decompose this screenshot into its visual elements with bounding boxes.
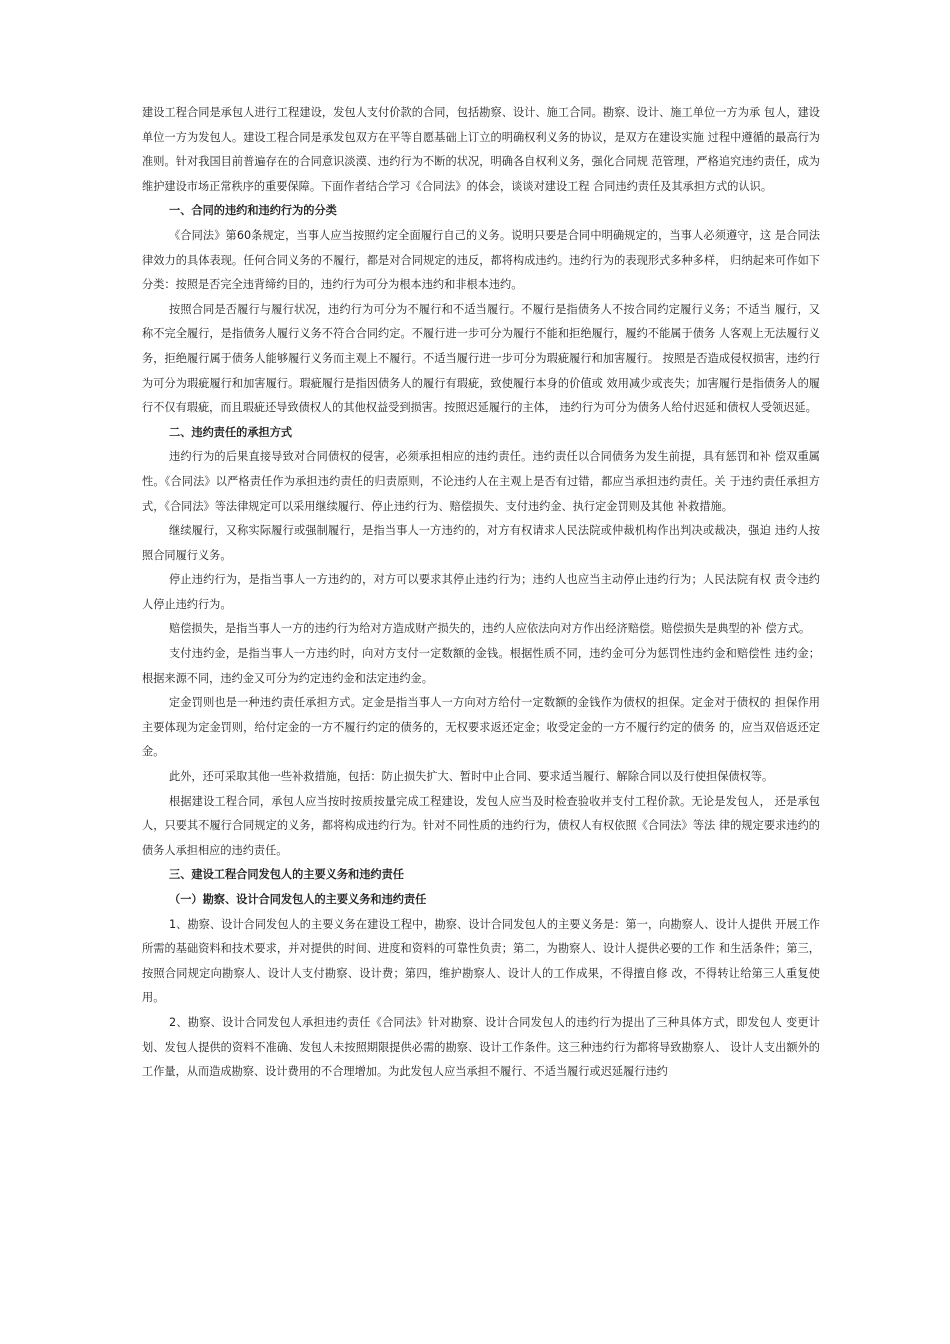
paragraph: 违约行为的后果直接导致对合同债权的侵害，必须承担相应的违约责任。违约责任以合同债务为发生前提，具有惩罚和补 偿双重属性。《合同法》以严格责任作为承担违约责任的归责原则，不论违约人在主观上是否有过错，都应当承担违约责任。关 于违约责任承担方式，《合同法》等法律规定可以采用继续履行、停止违约行为、赔偿损失、支付违约金、执行定金罚则及其他 补救措施。 [142,450,820,513]
paragraph: 建设工程合同是承包人进行工程建设，发包人支付价款的合同，包括勘察、设计、施工合同。勘察、设计、施工单位一方为承 包人，建设单位一方为发包人。建设工程合同是承发包双方在平等自愿基础上订立的明确权利义务的协议，是双方在建设实施 过程中遵循的最高行为准则。针对我国目前普遍存在的合同意识淡漠、违约行为不断的状况，明确各自权利义务，强化合同规 范管理，严格追究违约责任，成为维护建设市场正常秩序的重要保障。下面作者结合学习《合同法》的体会，谈谈对建设工程 合同违约责任及其承担方式的认识。 [142,106,820,193]
section-heading: 二、违约责任的承担方式 [169,425,293,439]
subsection-heading: （一）勘察、设计合同发包人的主要义务和违约责任 [169,893,427,906]
paragraph: 赔偿损失，是指当事人一方的违约行为给对方造成财产损失的，违约人应依法向对方作出经济赔偿。赔偿损失是典型的补 偿方式。 [169,622,811,636]
paragraph: 《合同法》第60条规定，当事人应当按照约定全面履行自己的义务。说明只要是合同中明确规定的，当事人必须遵守，这 是合同法律效力的具体表现。任何合同义务的不履行，都是对合同规定的违反，都将构成违约。违约行为的表现形式多种多样， 归纳起来可作如下分类：按照是否完全违背缔约目的，违约行为可分为根本违约和非根本违约。 [142,228,820,292]
document-page [142,101,820,1085]
paragraph: 继续履行，又称实际履行或强制履行，是指当事人一方违约的，对方有权请求人民法院或仲裁机构作出判决或裁决，强迫 违约人按照合同履行义务。 [142,524,820,562]
paragraph: 根据建设工程合同，承包人应当按时按质按量完成工程建设，发包人应当及时检查验收并支付工程价款。无论是发包人， 还是承包人，只要其不履行合同规定的义务，都将构成违约行为。针对不同性质的违约行为，债权人有权依照《合同法》等法 律的规定要求违约的债务人承担相应的违约责任。 [142,794,820,857]
paragraph: 停止违约行为，是指当事人一方违约的，对方可以要求其停止违约行为；违约人也应当主动停止违约行为；人民法院有权 责令违约人停止违约行为。 [142,573,820,611]
paragraph: 支付违约金，是指当事人一方违约时，向对方支付一定数额的金钱。根据性质不同，违约金可分为惩罚性违约金和赔偿性 违约金；根据来源不同，违约金又可分为约定违约金和法定违约金。 [142,647,820,685]
paragraph: 1、勘察、设计合同发包人的主要义务在建设工程中，勘察、设计合同发包人的主要义务是：第一，向勘察人、设计人提供 开展工作所需的基础资料和技术要求，并对提供的时间、进度和资料的可靠性负责；第二，为勘察人、设计人提供必要的工作 和生活条件；第三，按照合同规定向勘察人、设计人支付勘察、设计费；第四，维护勘察人、设计人的工作成果，不得擅自修 改，不得转让给第三人重复使用。 [142,917,820,1005]
paragraph: 2、勘察、设计合同发包人承担违约责任《合同法》针对勘察、设计合同发包人的违约行为提出了三种具体方式，即发包人 变更计划、发包人提供的资料不准确、发包人未按照期限提供必需的勘察、设计工作条件。这三种违约行为都将导致勘察人、 设计人支出额外的工作量，从而造成勘察、设计费用的不合理增加。为此发包人应当承担不履行、不适当履行或迟延履行违约 [142,1015,820,1079]
paragraph: 按照合同是否履行与履行状况，违约行为可分为不履行和不适当履行。不履行是指债务人不按合同约定履行义务；不适当 履行，又称不完全履行，是指债务人履行义务不符合合同约定。不履行进一步可分为履行不能和拒绝履行，履约不能属于债务 人客观上无法履行义务，拒绝履行属于债务人能够履行义务而主观上不履行。不适当履行进一步可分为瑕疵履行和加害履行。 按照是否造成侵权损害，违约行为可分为瑕疵履行和加害履行。瑕疵履行是指因债务人的履行有瑕疵，致使履行本身的价值或 效用减少或丧失；加害履行是指债务人的履行不仅有瑕疵，而且瑕疵还导致债权人的其他权益受到损害。按照迟延履行的主体， 违约行为可分为债务人给付迟延和债权人受领迟延。 [142,302,820,415]
paragraph: 此外，还可采取其他一些补救措施，包括：防止损失扩大、暂时中止合同、要求适当履行、解除合同以及行使担保债权等。 [169,770,774,784]
section-heading: 一、合同的违约和违约行为的分类 [169,204,337,218]
section-heading: 三、建设工程合同发包人的主要义务和违约责任 [169,868,404,882]
paragraph: 定金罚则也是一种违约责任承担方式。定金是指当事人一方向对方给付一定数额的金钱作为债权的担保。定金对于债权的 担保作用主要体现为定金罚则，给付定金的一方不履行约定的债务的，无权要求返还定金；收受定金的一方不履行约定的债务 的，应当双倍返还定金。 [142,696,820,759]
